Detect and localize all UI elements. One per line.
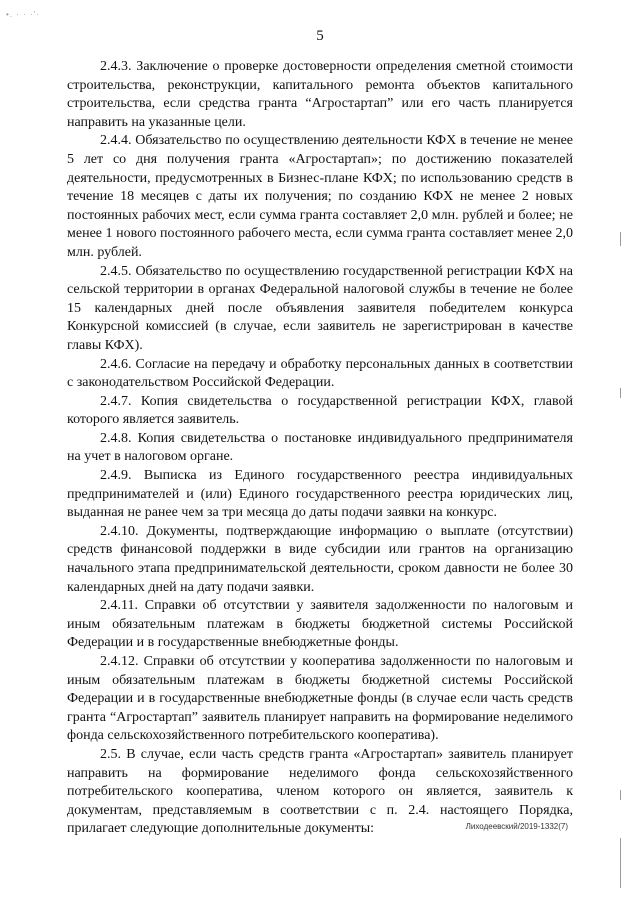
- scan-marks: •. · · ·'·: [6, 10, 40, 19]
- scan-edge-line: [620, 838, 621, 888]
- paragraph-2-4-7: 2.4.7. Копия свидетельства о государственной регистрации КФХ, главой которого является заявитель.: [67, 393, 573, 428]
- paragraph-2-4-3: 2.4.3. Заключение о проверке достоверности определения сметной стоимости строительства, реконструкции, капитального ремонта объектов капитального строительства, если средства гранта “Агростартап” или его часть планируется направить на указанные цели.: [67, 59, 573, 130]
- scan-edge-line: [620, 232, 621, 246]
- paragraph-2-4-12: 2.4.12. Справки об отсутствии у кооператива задолженности по налоговым и иным обязательным платежам в бюджеты бюджетной системы Российской Федерации и в государственные внебюджетные фонды (в случае если часть средств гранта “Агростартап” заявитель планирует направить на формирование неделимого фонда сельскохозяйственного потребительского кооператива).: [67, 654, 573, 744]
- page-number: 5: [316, 28, 324, 44]
- paragraph-2-4-10: 2.4.10. Документы, подтверждающие информацию о выплате (отсутствии) средств финансовой поддержки в виде субсидии или грантов на организацию начального этапа предпринимательской деятельности, сроком давности не более 30 календарных дней на дату подачи заявки.: [67, 523, 573, 595]
- paragraph-2-4-11: 2.4.11. Справки об отсутствии у заявителя задолженности по налоговым и иным обязательным платежам в бюджеты бюджетной системы Российской Федерации и в государственные внебюджетные фонды.: [67, 598, 573, 651]
- scan-edge-line: [620, 388, 621, 398]
- document-code: Лиходеевский/2019-1332(7): [465, 822, 568, 831]
- paragraph-2-4-8: 2.4.8. Копия свидетельства о постановке индивидуального предпринимателя на учет в налоговом органе.: [67, 430, 573, 465]
- paragraph-2-4-6: 2.4.6. Согласие на передачу и обработку персональных данных в соответствии с законодательством Российской Федерации.: [67, 356, 573, 391]
- paragraph-2-4-5: 2.4.5. Обязательство по осуществлению государственной регистрации КФХ на сельской территории в органах Федеральной налоговой службы в течение не более 15 календарных дней после объявления заявителя победителем конкурса Конкурсной комиссией (в случае, если заявитель не зарегистрирован в качестве главы КФХ).: [67, 263, 573, 353]
- document-body: [67, 58, 573, 839]
- paragraph-2-4-9: 2.4.9. Выписка из Единого государственного реестра индивидуальных предпринимателей и (или) Единого государственного реестра юридических лиц, выданная не ранее чем за три месяца до даты подачи заявки на конкурс.: [67, 468, 573, 521]
- scan-edge-line: [620, 790, 621, 800]
- paragraph-2-5: 2.5. В случае, если часть средств гранта «Агростартап» заявитель планирует направить на формирование неделимого фонда сельскохозяйственного потребительского кооператива, членом которого он является, заявитель к документам, представляемым в соответствии с п. 2.4. настоящего Порядка, прилагает следующие дополнительные документы:: [67, 746, 573, 837]
- paragraph-2-4-4: 2.4.4. Обязательство по осуществлению деятельности КФХ в течение не менее 5 лет со дня получения гранта «Агростартап»; по достижению показателей деятельности, предусмотренных в Бизнес-плане КФХ; по использованию средств в течение 18 месяцев с даты их получения; по созданию КФХ не менее 2 новых постоянных рабочих мест, если сумма гранта составляет 2,0 млн. рублей и более; не менее 1 нового постоянного рабочего места, если сумма гранта составляет менее 2,0 млн. рублей.: [67, 133, 573, 260]
